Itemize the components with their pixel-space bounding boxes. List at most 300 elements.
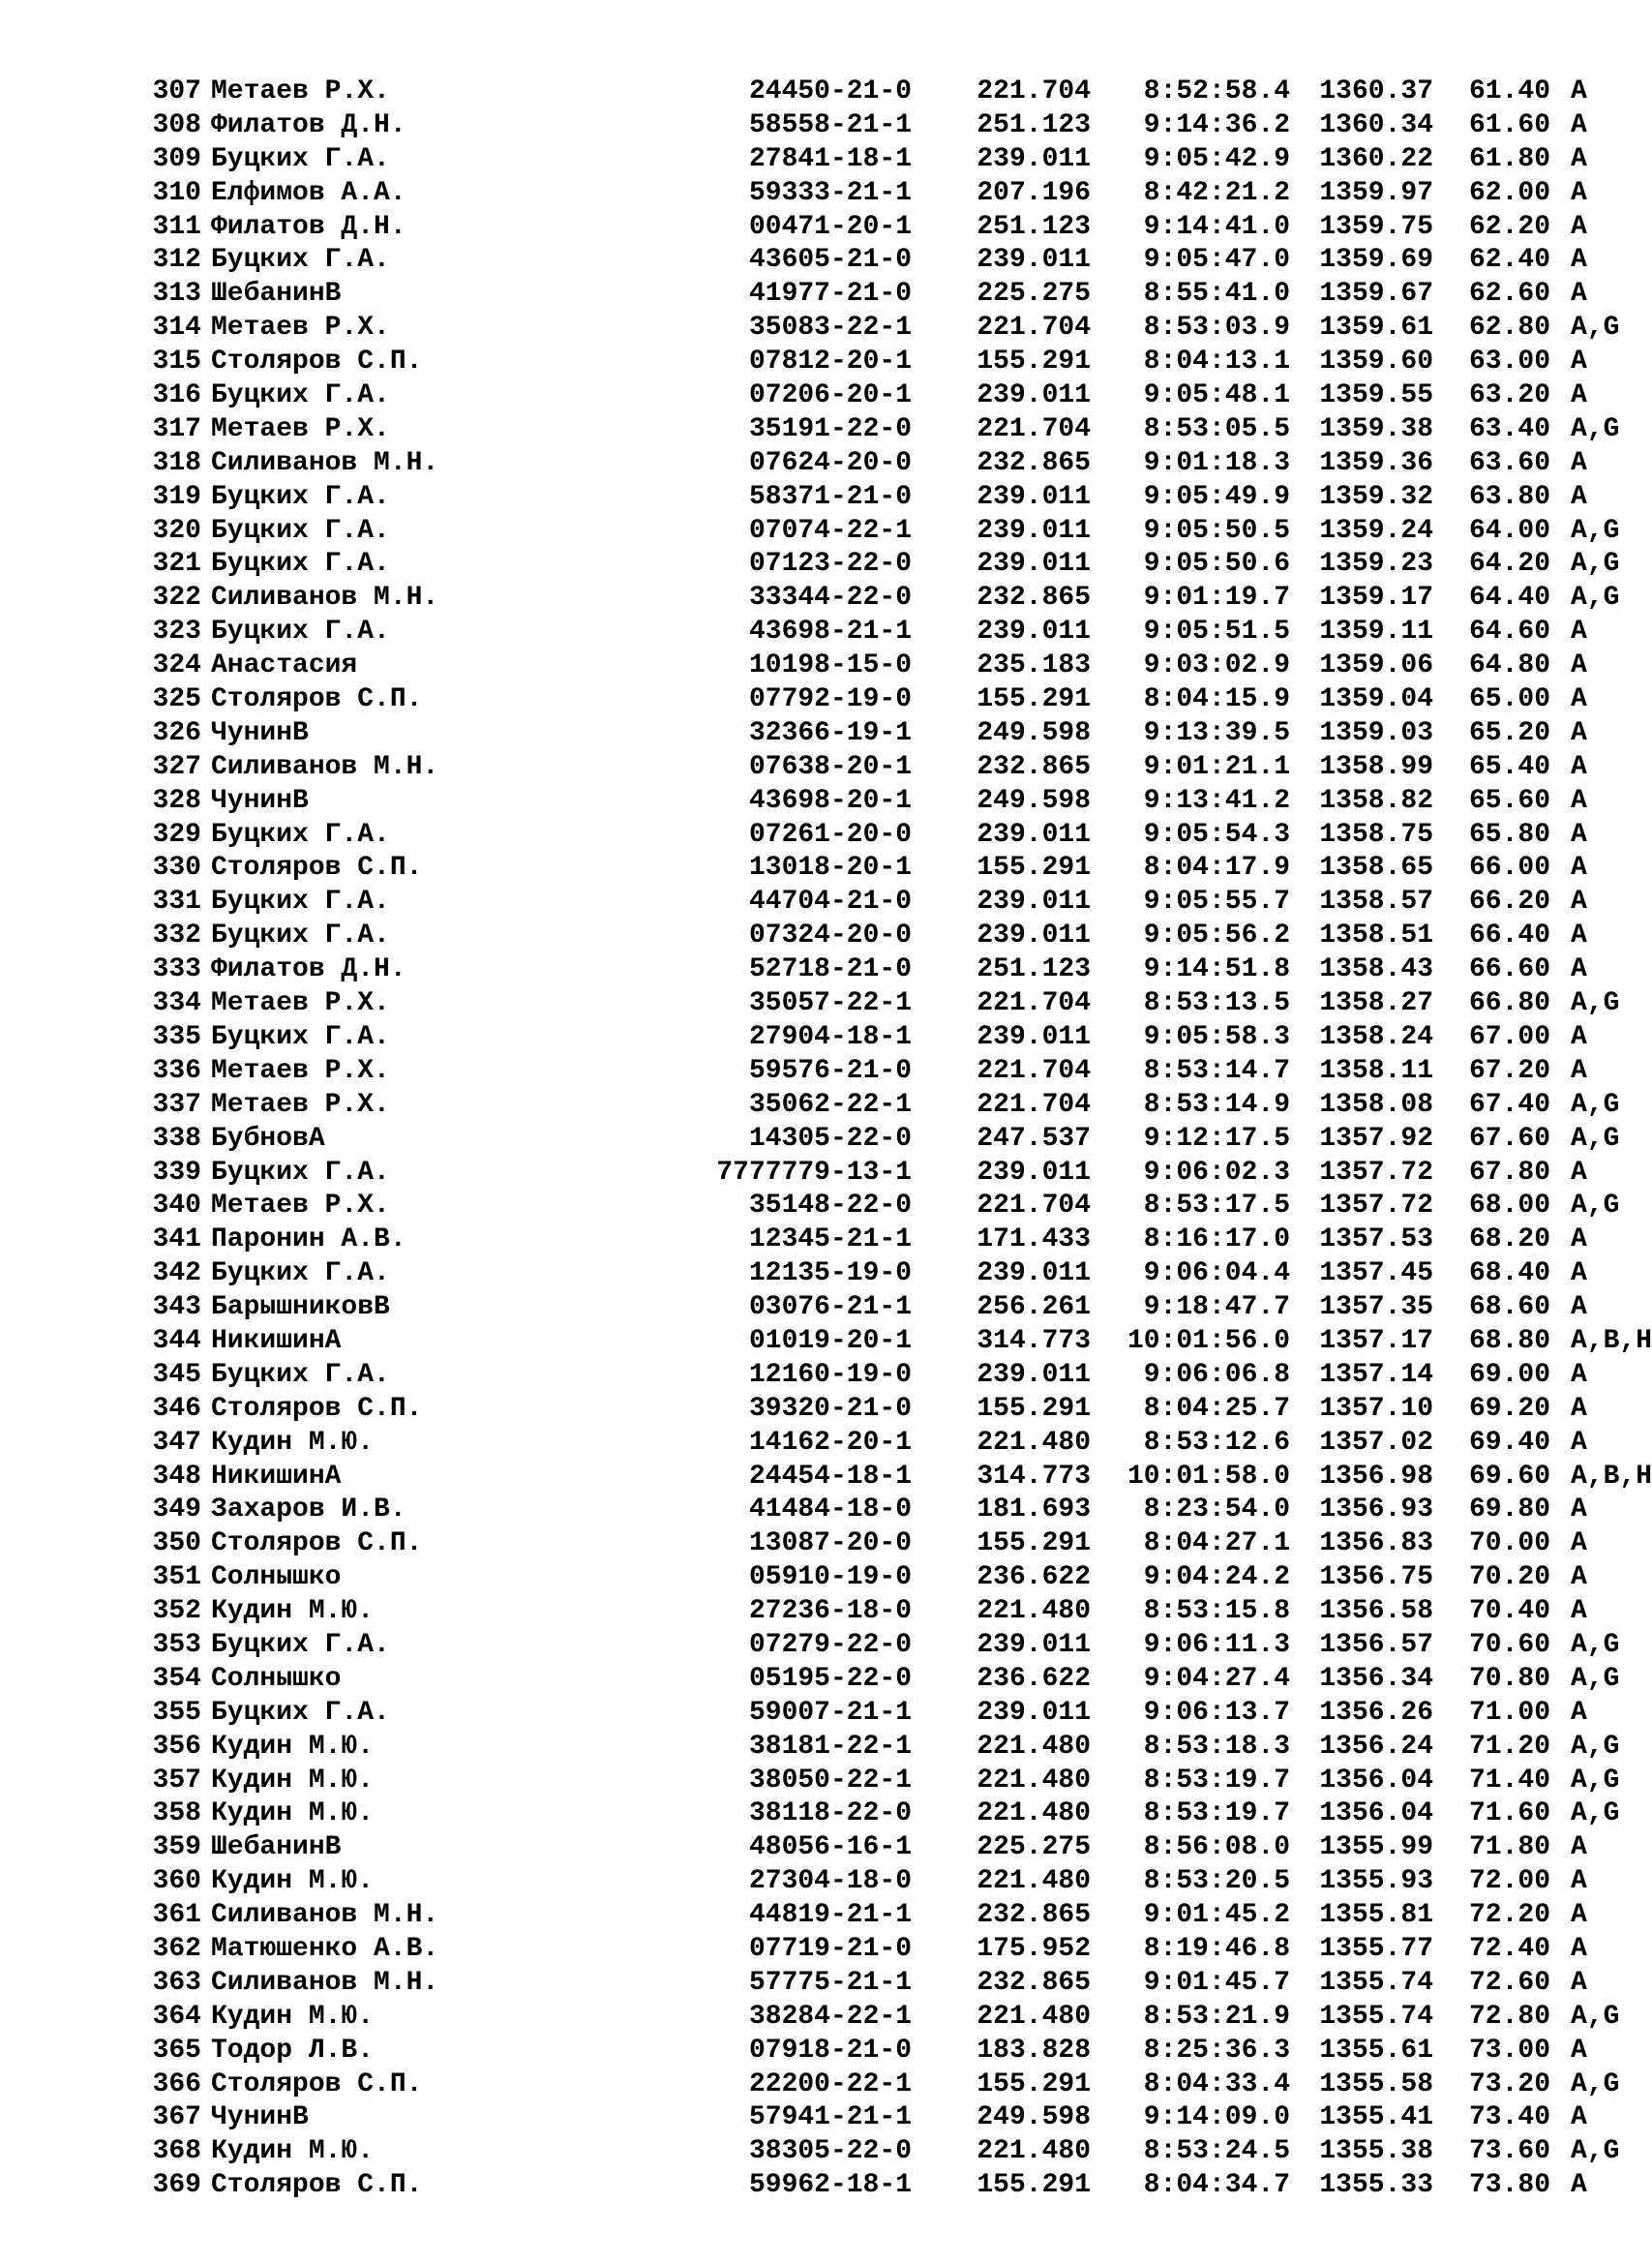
coefficient: 66.80 <box>1468 988 1550 1019</box>
category-flags: A <box>1571 143 1587 174</box>
category-flags: A <box>1571 1292 1587 1323</box>
category-flags: A <box>1571 109 1587 140</box>
category-flags: A,G <box>1571 583 1620 614</box>
arrival-time: 9:05:58.3 <box>1143 1021 1290 1052</box>
distance: 225.275 <box>976 1832 1091 1863</box>
place: 326 <box>152 717 201 748</box>
table-row <box>143 1089 1620 1123</box>
table-row <box>143 447 1587 481</box>
fancier-name: Метаев Р.Х. <box>211 313 390 344</box>
category-flags: A <box>1571 684 1587 715</box>
arrival-time: 8:53:14.7 <box>1143 1055 1290 1086</box>
ring-number: 07279-22-0 <box>748 1629 912 1660</box>
fancier-name: Буцких Г.А. <box>211 921 390 951</box>
distance: 221.704 <box>976 1055 1091 1086</box>
coefficient: 66.00 <box>1468 853 1550 884</box>
arrival-time: 8:04:17.9 <box>1143 853 1290 884</box>
table-row <box>143 1223 1587 1257</box>
coefficient: 73.00 <box>1468 2035 1550 2066</box>
table-row <box>143 1157 1587 1191</box>
coefficient: 67.00 <box>1468 1021 1550 1052</box>
distance: 155.291 <box>976 684 1091 715</box>
coefficient: 66.60 <box>1468 954 1550 985</box>
speed: 1358.11 <box>1319 1055 1433 1086</box>
speed: 1358.51 <box>1319 921 1433 951</box>
category-flags: A,G <box>1571 988 1620 1019</box>
fancier-name: Силиванов М.Н. <box>211 1967 439 1998</box>
ring-number: 38284-22-1 <box>748 2001 912 2032</box>
place: 333 <box>152 954 201 985</box>
fancier-name: ШебанинВ <box>211 1832 342 1863</box>
fancier-name: Буцких Г.А. <box>211 549 390 580</box>
arrival-time: 9:05:47.0 <box>1143 245 1290 276</box>
place: 345 <box>152 1359 201 1390</box>
speed: 1358.08 <box>1319 1089 1433 1120</box>
ring-number: 43698-20-1 <box>748 785 912 816</box>
speed: 1356.75 <box>1319 1562 1433 1593</box>
coefficient: 73.60 <box>1468 2136 1550 2167</box>
speed: 1359.06 <box>1319 650 1433 681</box>
speed: 1357.10 <box>1319 1393 1433 1424</box>
arrival-time: 8:53:18.3 <box>1143 1731 1290 1762</box>
speed: 1357.72 <box>1319 1157 1433 1188</box>
ring-number: 01019-20-1 <box>748 1325 912 1356</box>
distance: 236.622 <box>976 1663 1091 1694</box>
coefficient: 70.20 <box>1468 1562 1550 1593</box>
table-row <box>143 346 1587 379</box>
category-flags: A <box>1571 1697 1587 1728</box>
fancier-name: Буцких Г.А. <box>211 143 390 174</box>
speed: 1359.38 <box>1319 413 1433 444</box>
coefficient: 63.00 <box>1468 347 1550 377</box>
coefficient: 71.40 <box>1468 1765 1550 1796</box>
table-row <box>143 548 1620 582</box>
distance: 171.433 <box>976 1224 1091 1255</box>
category-flags: A <box>1571 2102 1587 2133</box>
speed: 1356.24 <box>1319 1731 1433 1762</box>
ring-number: 07719-21-0 <box>748 1933 912 1964</box>
category-flags: A <box>1571 1393 1587 1424</box>
distance: 251.123 <box>976 954 1091 985</box>
category-flags: A <box>1571 380 1587 411</box>
coefficient: 72.00 <box>1468 1866 1550 1897</box>
coefficient: 63.60 <box>1468 447 1550 478</box>
place: 338 <box>152 1123 201 1154</box>
fancier-name: Буцких Г.А. <box>211 1258 390 1289</box>
table-row <box>143 1663 1620 1697</box>
category-flags: A,G <box>1571 2068 1620 2099</box>
table-row <box>143 886 1587 920</box>
arrival-time: 8:53:05.5 <box>1143 413 1290 444</box>
distance: 155.291 <box>976 853 1091 884</box>
ring-number: 33344-22-0 <box>748 583 912 614</box>
arrival-time: 9:05:51.5 <box>1143 617 1290 648</box>
category-flags: A,G <box>1571 549 1620 580</box>
fancier-name: ШебанинВ <box>211 279 342 310</box>
table-row <box>143 1865 1587 1899</box>
fancier-name: Матюшенко А.В. <box>211 1933 439 1964</box>
arrival-time: 9:06:13.7 <box>1143 1697 1290 1728</box>
fancier-name: Столяров С.П. <box>211 853 423 884</box>
distance: 239.011 <box>976 1359 1091 1390</box>
arrival-time: 8:53:15.8 <box>1143 1596 1290 1627</box>
arrival-time: 9:05:48.1 <box>1143 380 1290 411</box>
category-flags: A <box>1571 717 1587 748</box>
fancier-name: Метаев Р.Х. <box>211 1089 390 1120</box>
ring-number: 39320-21-0 <box>748 1393 912 1424</box>
speed: 1359.04 <box>1319 684 1433 715</box>
ring-number: 12160-19-0 <box>748 1359 912 1390</box>
ring-number: 07074-22-1 <box>748 515 912 546</box>
place: 354 <box>152 1663 201 1694</box>
table-row <box>143 1190 1620 1223</box>
speed: 1356.93 <box>1319 1494 1433 1525</box>
distance: 239.011 <box>976 143 1091 174</box>
coefficient: 63.20 <box>1468 380 1550 411</box>
speed: 1358.27 <box>1319 988 1433 1019</box>
arrival-time: 8:52:58.4 <box>1143 76 1290 106</box>
category-flags: A <box>1571 1832 1587 1863</box>
place: 315 <box>152 347 201 377</box>
ring-number: 07624-20-0 <box>748 447 912 478</box>
table-row <box>143 2035 1587 2068</box>
ring-number: 43698-21-1 <box>748 617 912 648</box>
distance: 221.480 <box>976 1866 1091 1897</box>
coefficient: 64.80 <box>1468 650 1550 681</box>
place: 361 <box>152 1900 201 1931</box>
fancier-name: Буцких Г.А. <box>211 1157 390 1188</box>
place: 330 <box>152 853 201 884</box>
distance: 221.704 <box>976 313 1091 344</box>
arrival-time: 9:06:04.4 <box>1143 1258 1290 1289</box>
speed: 1355.93 <box>1319 1866 1433 1897</box>
coefficient: 72.20 <box>1468 1900 1550 1931</box>
place: 327 <box>152 751 201 782</box>
fancier-name: ЧунинВ <box>211 2102 309 2133</box>
speed: 1356.57 <box>1319 1629 1433 1660</box>
category-flags: A <box>1571 887 1587 918</box>
table-row <box>143 177 1587 211</box>
distance: 175.952 <box>976 1933 1091 1964</box>
coefficient: 70.60 <box>1468 1629 1550 1660</box>
speed: 1355.61 <box>1319 2035 1433 2066</box>
table-row <box>143 413 1620 447</box>
coefficient: 65.40 <box>1468 751 1550 782</box>
table-row <box>143 819 1587 853</box>
fancier-name: Буцких Г.А. <box>211 515 390 546</box>
table-row <box>143 2001 1620 2035</box>
distance: 232.865 <box>976 1900 1091 1931</box>
distance: 155.291 <box>976 347 1091 377</box>
fancier-name: Силиванов М.Н. <box>211 751 439 782</box>
ring-number: 38118-22-0 <box>748 1798 912 1829</box>
distance: 183.828 <box>976 2035 1091 2066</box>
ring-number: 13018-20-1 <box>748 853 912 884</box>
place: 352 <box>152 1596 201 1627</box>
table-row <box>143 143 1587 177</box>
fancier-name: Столяров С.П. <box>211 347 423 377</box>
coefficient: 67.20 <box>1468 1055 1550 1086</box>
distance: 314.773 <box>976 1325 1091 1356</box>
fancier-name: Столяров С.П. <box>211 1528 423 1559</box>
place: 342 <box>152 1258 201 1289</box>
table-row <box>143 1765 1620 1798</box>
table-row <box>143 1967 1587 2001</box>
fancier-name: Кудин М.Ю. <box>211 1798 375 1829</box>
fancier-name: Кудин М.Ю. <box>211 1427 375 1458</box>
ring-number: 24450-21-0 <box>748 76 912 106</box>
table-row <box>143 109 1587 143</box>
category-flags: A,G <box>1571 1663 1620 1694</box>
coefficient: 69.40 <box>1468 1427 1550 1458</box>
arrival-time: 8:16:17.0 <box>1143 1224 1290 1255</box>
coefficient: 72.60 <box>1468 1967 1550 1998</box>
ring-number: 13087-20-0 <box>748 1528 912 1559</box>
place: 351 <box>152 1562 201 1593</box>
ring-number: 27236-18-0 <box>748 1596 912 1627</box>
arrival-time: 8:25:36.3 <box>1143 2035 1290 2066</box>
place: 355 <box>152 1697 201 1728</box>
place: 316 <box>152 380 201 411</box>
distance: 221.704 <box>976 413 1091 444</box>
arrival-time: 9:13:39.5 <box>1143 717 1290 748</box>
fancier-name: Солнышко <box>211 1562 342 1593</box>
distance: 232.865 <box>976 1967 1091 1998</box>
category-flags: A <box>1571 279 1587 310</box>
fancier-name: БарышниковВ <box>211 1292 390 1323</box>
place: 337 <box>152 1089 201 1120</box>
table-row <box>143 582 1620 616</box>
ring-number: 57775-21-1 <box>748 1967 912 1998</box>
ring-number: 07638-20-1 <box>748 751 912 782</box>
place: 356 <box>152 1731 201 1762</box>
arrival-time: 8:04:27.1 <box>1143 1528 1290 1559</box>
ring-number: 27304-18-0 <box>748 1866 912 1897</box>
ring-number: 35148-22-0 <box>748 1191 912 1222</box>
arrival-time: 8:53:21.9 <box>1143 2001 1290 2032</box>
table-row <box>143 1021 1587 1055</box>
distance: 235.183 <box>976 650 1091 681</box>
speed: 1357.53 <box>1319 1224 1433 1255</box>
arrival-time: 8:53:19.7 <box>1143 1765 1290 1796</box>
table-row <box>143 683 1587 717</box>
distance: 239.011 <box>976 887 1091 918</box>
ring-number: 05910-19-0 <box>748 1562 912 1593</box>
distance: 239.011 <box>976 380 1091 411</box>
fancier-name: Филатов Д.Н. <box>211 211 406 242</box>
distance: 239.011 <box>976 481 1091 512</box>
coefficient: 73.40 <box>1468 2102 1550 2133</box>
fancier-name: Елфимов А.А. <box>211 177 406 208</box>
distance: 155.291 <box>976 2068 1091 2099</box>
table-row <box>143 953 1587 987</box>
place: 329 <box>152 819 201 850</box>
coefficient: 68.00 <box>1468 1191 1550 1222</box>
category-flags: A <box>1571 1224 1587 1255</box>
results-table <box>143 75 1652 2203</box>
distance: 207.196 <box>976 177 1091 208</box>
distance: 221.480 <box>976 2136 1091 2167</box>
fancier-name: Столяров С.П. <box>211 2170 423 2201</box>
ring-number: 35057-22-1 <box>748 988 912 1019</box>
speed: 1356.98 <box>1319 1461 1433 1492</box>
place: 322 <box>152 583 201 614</box>
ring-number: 14162-20-1 <box>748 1427 912 1458</box>
place: 328 <box>152 785 201 816</box>
category-flags: A <box>1571 954 1587 985</box>
fancier-name: ЧунинВ <box>211 785 309 816</box>
distance: 221.704 <box>976 1191 1091 1222</box>
speed: 1359.36 <box>1319 447 1433 478</box>
speed: 1359.55 <box>1319 380 1433 411</box>
speed: 1359.60 <box>1319 347 1433 377</box>
ring-number: 27904-18-1 <box>748 1021 912 1052</box>
fancier-name: Метаев Р.Х. <box>211 1191 390 1222</box>
distance: 221.704 <box>976 76 1091 106</box>
arrival-time: 8:42:21.2 <box>1143 177 1290 208</box>
arrival-time: 9:06:02.3 <box>1143 1157 1290 1188</box>
arrival-time: 9:01:21.1 <box>1143 751 1290 782</box>
arrival-time: 8:04:25.7 <box>1143 1393 1290 1424</box>
coefficient: 67.80 <box>1468 1157 1550 1188</box>
place: 332 <box>152 921 201 951</box>
category-flags: A <box>1571 1528 1587 1559</box>
ring-number: 59007-21-1 <box>748 1697 912 1728</box>
distance: 249.598 <box>976 785 1091 816</box>
table-row <box>143 1629 1620 1663</box>
fancier-name: Буцких Г.А. <box>211 1697 390 1728</box>
coefficient: 72.80 <box>1468 2001 1550 2032</box>
place: 343 <box>152 1292 201 1323</box>
table-row <box>143 987 1620 1021</box>
ring-number: 44819-21-1 <box>748 1900 912 1931</box>
coefficient: 71.00 <box>1468 1697 1550 1728</box>
category-flags: A <box>1571 1021 1587 1052</box>
arrival-time: 9:14:36.2 <box>1143 109 1290 140</box>
category-flags: A <box>1571 1866 1587 1897</box>
speed: 1357.45 <box>1319 1258 1433 1289</box>
place: 318 <box>152 447 201 478</box>
speed: 1356.83 <box>1319 1528 1433 1559</box>
arrival-time: 9:05:56.2 <box>1143 921 1290 951</box>
arrival-time: 10:01:58.0 <box>1126 1461 1290 1492</box>
table-row <box>143 312 1620 346</box>
category-flags: A,G <box>1571 515 1620 546</box>
speed: 1359.03 <box>1319 717 1433 748</box>
ring-number: 58371-21-0 <box>748 481 912 512</box>
speed: 1357.92 <box>1319 1123 1433 1154</box>
distance: 239.011 <box>976 1697 1091 1728</box>
speed: 1356.04 <box>1319 1765 1433 1796</box>
speed: 1358.75 <box>1319 819 1433 850</box>
place: 339 <box>152 1157 201 1188</box>
speed: 1359.32 <box>1319 481 1433 512</box>
fancier-name: Тодор Л.В. <box>211 2035 375 2066</box>
ring-number: 41484-18-0 <box>748 1494 912 1525</box>
table-row <box>143 2135 1620 2169</box>
fancier-name: Филатов Д.Н. <box>211 109 406 140</box>
coefficient: 62.20 <box>1468 211 1550 242</box>
table-row <box>143 1797 1620 1831</box>
table-row <box>143 1359 1587 1393</box>
table-row <box>143 1527 1587 1561</box>
ring-number: 48056-16-1 <box>748 1832 912 1863</box>
arrival-time: 8:53:14.9 <box>1143 1089 1290 1120</box>
speed: 1360.22 <box>1319 143 1433 174</box>
coefficient: 61.40 <box>1468 76 1550 106</box>
place: 348 <box>152 1461 201 1492</box>
arrival-time: 9:18:47.7 <box>1143 1292 1290 1323</box>
coefficient: 68.60 <box>1468 1292 1550 1323</box>
distance: 221.480 <box>976 1798 1091 1829</box>
distance: 239.011 <box>976 819 1091 850</box>
place: 366 <box>152 2068 201 2099</box>
place: 363 <box>152 1967 201 1998</box>
speed: 1358.99 <box>1319 751 1433 782</box>
place: 359 <box>152 1832 201 1863</box>
speed: 1359.67 <box>1319 279 1433 310</box>
ring-number: 58558-21-1 <box>748 109 912 140</box>
category-flags: A <box>1571 1562 1587 1593</box>
ring-number: 14305-22-0 <box>748 1123 912 1154</box>
place: 350 <box>152 1528 201 1559</box>
coefficient: 68.40 <box>1468 1258 1550 1289</box>
speed: 1355.99 <box>1319 1832 1433 1863</box>
place: 364 <box>152 2001 201 2032</box>
category-flags: A <box>1571 2170 1587 2201</box>
place: 344 <box>152 1325 201 1356</box>
ring-number: 59333-21-1 <box>748 177 912 208</box>
distance: 239.011 <box>976 1258 1091 1289</box>
category-flags: A <box>1571 751 1587 782</box>
arrival-time: 8:04:33.4 <box>1143 2068 1290 2099</box>
arrival-time: 8:56:08.0 <box>1143 1832 1290 1863</box>
place: 321 <box>152 549 201 580</box>
coefficient: 70.80 <box>1468 1663 1550 1694</box>
fancier-name: Кудин М.Ю. <box>211 2001 375 2032</box>
coefficient: 62.40 <box>1468 245 1550 276</box>
ring-number: 07261-20-0 <box>748 819 912 850</box>
arrival-time: 9:12:17.5 <box>1143 1123 1290 1154</box>
distance: 239.011 <box>976 921 1091 951</box>
ring-number: 7777779-13-1 <box>716 1157 912 1188</box>
arrival-time: 9:14:41.0 <box>1143 211 1290 242</box>
arrival-time: 8:53:19.7 <box>1143 1798 1290 1829</box>
distance: 239.011 <box>976 1021 1091 1052</box>
category-flags: A <box>1571 2035 1587 2066</box>
coefficient: 73.20 <box>1468 2068 1550 2099</box>
fancier-name: Силиванов М.Н. <box>211 447 439 478</box>
speed: 1360.34 <box>1319 109 1433 140</box>
arrival-time: 9:01:45.7 <box>1143 1967 1290 1998</box>
place: 367 <box>152 2102 201 2133</box>
distance: 221.480 <box>976 1731 1091 1762</box>
coefficient: 71.80 <box>1468 1832 1550 1863</box>
speed: 1359.75 <box>1319 211 1433 242</box>
category-flags: A,G <box>1571 1629 1620 1660</box>
distance: 155.291 <box>976 2170 1091 2201</box>
place: 362 <box>152 1933 201 1964</box>
arrival-time: 9:13:41.2 <box>1143 785 1290 816</box>
ring-number: 07812-20-1 <box>748 347 912 377</box>
arrival-time: 8:53:12.6 <box>1143 1427 1290 1458</box>
place: 340 <box>152 1191 201 1222</box>
fancier-name: НикишинА <box>211 1325 342 1356</box>
ring-number: 44704-21-0 <box>748 887 912 918</box>
speed: 1355.58 <box>1319 2068 1433 2099</box>
speed: 1358.65 <box>1319 853 1433 884</box>
fancier-name: Захаров И.В. <box>211 1494 406 1525</box>
